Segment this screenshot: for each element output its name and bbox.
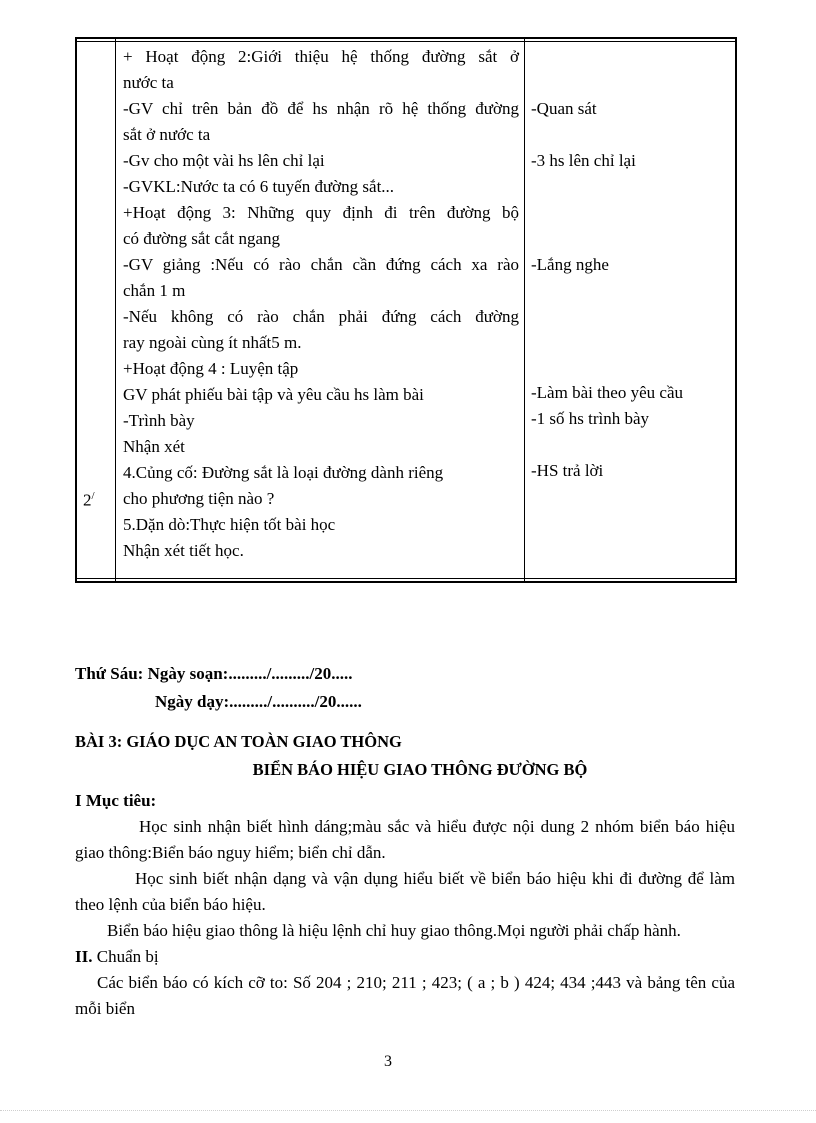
teacher-line: + Hoạt động 2:Giới thiệu hệ thống đường sắt ở [123,47,519,66]
page-number-value: 3 [384,1053,392,1070]
teacher-line: +Hoạt động 4 : Luyện tập [123,359,299,378]
teacher-line: -Gv cho một vài hs lên chỉ lại [123,151,325,170]
time-cell [83,490,95,511]
lesson-body [75,788,735,1022]
teacher-line: -GV chỉ trên bản đồ để hs nhận rõ hệ thống đường [123,99,519,118]
prep-heading-text: Chuẩn bị [92,947,159,966]
teacher-line: -Trình bày [123,411,195,430]
teacher-line: +Hoạt động 3: Những quy định đi trên đường bộ [123,203,519,222]
column-divider-time [115,39,116,581]
prep-date-line: Thứ Sáu: Ngày soạn:........./........./20..... [75,664,353,683]
teacher-line: -GV giảng :Nếu có rào chắn cần đứng cách xa rào [123,255,519,274]
time-minute-mark: / [91,490,95,502]
teacher-activities [123,44,519,564]
teacher-line: Nhận xét tiết học. [123,541,244,560]
objective-paragraph: Học sinh nhận biết hình dáng;màu sắc và hiểu được nội dung 2 nhóm biển báo hiệu giao thông:Biển báo nguy hiểm; biển chỉ dẫn. [75,817,735,862]
teacher-line: chắn 1 m [123,281,186,300]
teacher-line: nước ta [123,73,174,92]
objectives-heading: I Mục tiêu: [75,791,157,810]
lesson-activity-table [75,37,737,583]
lesson-subtitle: BIỂN BÁO HIỆU GIAO THÔNG ĐƯỜNG BỘ [252,760,588,779]
student-line: -HS trả lời [531,461,604,480]
objective-paragraph: Học sinh biết nhận dạng và vận dụng hiểu biết về biển báo hiệu khi đi đường để làm theo lệnh của biển báo hiệu. [75,869,735,914]
teacher-line: sắt ở nước ta [123,125,211,144]
table-bottom-inner-border [77,578,735,579]
student-line: -1 số hs trình bày [531,409,650,428]
student-line: -Quan sát [531,99,597,118]
prep-paragraph: Các biển báo có kích cỡ to: Số 204 ; 210; 211 ; 423; ( a ; b ) 424; 434 ;443 và bảng tên của mỗi biển [75,973,735,1018]
lesson-title: BÀI 3: GIÁO DỤC AN TOÀN GIAO THÔNG [75,732,402,751]
teacher-line: 4.Củng cố: Đường sắt là loại đường dành riêng [123,463,444,482]
prep-heading [75,944,735,970]
teacher-line: GV phát phiếu bài tập và yêu cầu hs làm bài [123,385,424,404]
time-value: 2 [83,490,92,510]
student-line: -Lắng nghe [531,255,609,274]
page-number [0,1053,816,1071]
schedule-block [75,660,735,716]
student-line: -Làm bài theo yêu cầu [531,383,683,402]
column-divider-student [524,39,525,581]
teacher-line: -Nếu không có rào chắn phải đứng cách đường [123,307,519,326]
table-top-inner-border [77,41,735,42]
teacher-line: -GVKL:Nước ta có 6 tuyến đường sắt... [123,177,395,196]
student-line: -3 hs lên chỉ lại [531,151,636,170]
teacher-line: cho phương tiện nào ? [123,489,275,508]
prep-heading-number: II. [75,947,93,966]
teach-date-line: Ngày dạy:........./........../20...... [155,692,362,711]
teacher-line: có đường sắt cắt ngang [123,229,280,248]
objective-paragraph: Biển báo hiệu giao thông là hiệu lệnh chỉ huy giao thông.Mọi người phải chấp hành. [107,921,681,940]
page-footer-divider [0,1110,816,1111]
teacher-line: ray ngoài cùng ít nhất5 m. [123,333,302,352]
teacher-line: 5.Dặn dò:Thực hiện tốt bài học [123,515,336,534]
teacher-line: Nhận xét [123,437,185,456]
